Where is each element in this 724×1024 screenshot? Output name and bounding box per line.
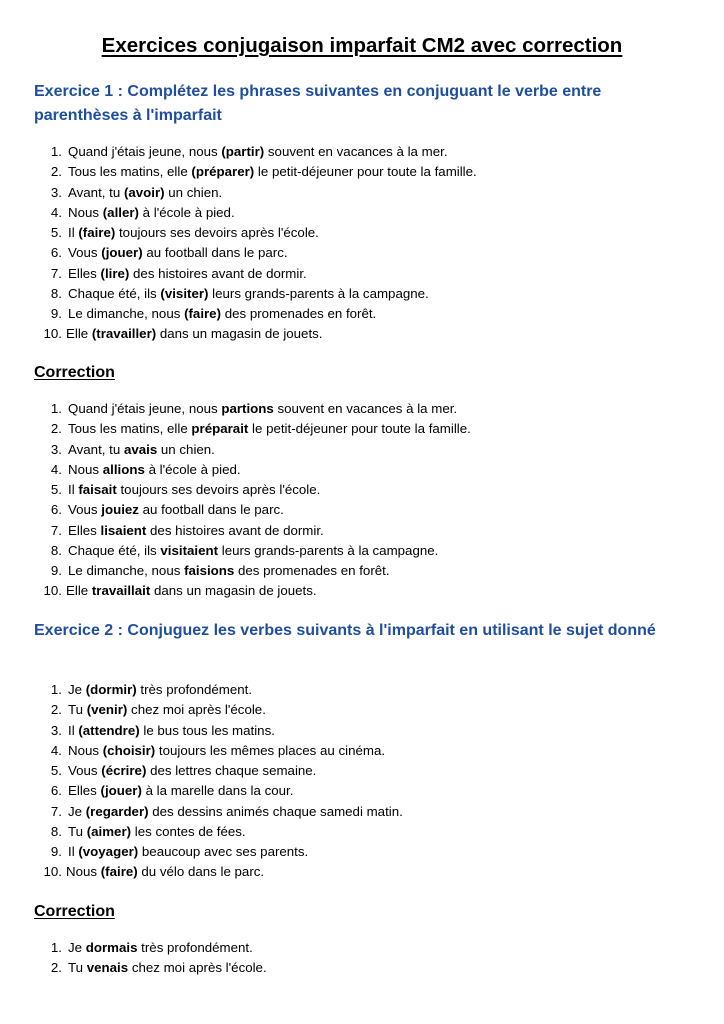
item-number: 4. (50, 742, 62, 758)
sentence-end: le petit-déjeuner pour toute la famille. (248, 421, 471, 437)
item-sentence (62, 264, 307, 284)
item-sentence (62, 781, 293, 801)
verb: partions (221, 401, 274, 416)
list-item (34, 500, 694, 520)
item-number: 2. (50, 960, 62, 976)
verb: venais (86, 960, 129, 976)
item-sentence (62, 521, 324, 541)
verb: (partir) (221, 144, 265, 159)
sentence-start: Le dimanche, nous (68, 306, 185, 321)
item-sentence (62, 324, 323, 344)
item-number: 4. (50, 204, 62, 220)
list-item (34, 460, 694, 480)
list-item (34, 822, 694, 842)
item-number: 2. (50, 164, 62, 180)
sentence-end: souvent en vacances à la mer. (264, 144, 448, 159)
sentence-end: toujours les mêmes places au cinéma. (155, 742, 386, 758)
item-sentence (62, 938, 253, 958)
verb: (jouer) (101, 245, 143, 261)
sentence-start: Quand j'étais jeune, nous (68, 144, 222, 159)
item-sentence (62, 581, 317, 601)
item-sentence (62, 203, 235, 223)
sentence-start: Tu (68, 960, 87, 976)
sentence-start: Vous (68, 763, 102, 778)
verb: (dormir) (85, 682, 137, 697)
item-number: 1. (50, 144, 62, 159)
item-sentence (62, 500, 284, 520)
verb: (regarder) (85, 803, 149, 819)
item-number: 8. (50, 823, 62, 839)
item-number: 5. (50, 763, 62, 778)
verb: jouiez (101, 502, 139, 518)
sentence-start: Il (68, 722, 79, 738)
item-number: 8. (50, 542, 62, 558)
sentence-end: des histoires avant de dormir. (129, 265, 307, 281)
list-item (34, 842, 694, 862)
sentence-start: Tu (68, 823, 87, 839)
item-sentence (62, 561, 390, 581)
sentence-end: des dessins animés chaque samedi matin. (148, 803, 403, 819)
sentence-start: Avant, tu (68, 441, 124, 457)
item-sentence (62, 440, 215, 460)
verb: (écrire) (101, 763, 147, 778)
sentence-start: Tous les matins, elle (68, 164, 192, 180)
sentence-end: un chien. (164, 184, 223, 200)
sentence-start: Tous les matins, elle (68, 421, 192, 437)
sentence-start: Il (68, 844, 79, 859)
list-item (34, 480, 694, 500)
exercise-2-heading: Exercice 2 : Conjuguez les verbes suivants à l'imparfait en utilisant le sujet donné (34, 622, 656, 639)
item-number: 1. (50, 682, 62, 697)
verb: (préparer) (191, 164, 255, 180)
sentence-end: à la marelle dans la cour. (141, 783, 294, 799)
list-item (34, 419, 694, 439)
item-number: 9. (50, 306, 62, 321)
item-sentence (62, 223, 319, 243)
item-number: 6. (50, 245, 62, 261)
item-sentence (62, 862, 264, 882)
sentence-start: Nous (66, 864, 101, 880)
list-item (34, 440, 694, 460)
item-sentence (62, 304, 376, 324)
item-sentence (62, 142, 448, 162)
verb: avais (123, 441, 158, 457)
verb: (avoir) (123, 184, 165, 200)
list-item (34, 938, 694, 958)
item-number: 10. (43, 864, 62, 880)
sentence-end: au football dans le parc. (138, 502, 284, 518)
item-sentence (62, 761, 316, 781)
list-item (34, 680, 694, 700)
correction-2-list (34, 938, 694, 979)
item-sentence (62, 822, 246, 842)
list-item (34, 700, 694, 720)
sentence-end: le petit-déjeuner pour toute la famille. (254, 164, 477, 180)
sentence-end: très profondément. (136, 682, 253, 697)
sentence-end: chez moi après l'école. (127, 702, 266, 718)
item-number: 3. (50, 441, 62, 457)
sentence-end: des promenades en forêt. (221, 306, 377, 321)
verb: (venir) (86, 702, 128, 718)
verb: travaillait (91, 583, 151, 599)
list-item (34, 581, 694, 601)
sentence-end: très profondément. (137, 940, 253, 955)
list-item (34, 223, 694, 243)
item-number: 8. (50, 285, 62, 301)
verb: faisait (78, 482, 117, 497)
sentence-end: à l'école à pied. (138, 204, 235, 220)
item-number: 7. (50, 803, 62, 819)
verb: (aller) (102, 204, 139, 220)
item-sentence (62, 183, 222, 203)
sentence-start: Je (68, 940, 86, 955)
sentence-end: au football dans le parc. (142, 245, 288, 261)
sentence-start: Elles (68, 783, 101, 799)
sentence-end: chez moi après l'école. (128, 960, 267, 976)
item-sentence (62, 958, 267, 978)
list-item (34, 802, 694, 822)
sentence-start: Nous (68, 461, 103, 477)
sentence-end: le bus tous les matins. (139, 722, 275, 738)
sentence-end: dans un magasin de jouets. (156, 326, 323, 342)
sentence-end: beaucoup avec ses parents. (138, 844, 309, 859)
list-item (34, 284, 694, 304)
item-sentence (62, 480, 320, 500)
verb: dormais (85, 940, 138, 955)
item-number: 6. (50, 502, 62, 518)
item-sentence (62, 162, 477, 182)
list-item (34, 721, 694, 741)
list-item (34, 162, 694, 182)
verb: préparait (191, 421, 249, 437)
item-sentence (62, 741, 385, 761)
correction-1-heading: Correction (34, 364, 115, 381)
verb: (faire) (78, 225, 116, 240)
list-item (34, 243, 694, 263)
correction-1-list (34, 399, 694, 602)
item-number: 5. (50, 225, 62, 240)
sentence-start: Elle (66, 326, 92, 342)
item-sentence (62, 243, 288, 263)
item-number: 1. (50, 940, 62, 955)
item-number: 4. (50, 461, 62, 477)
exercise-1-list (34, 142, 694, 345)
verb: visitaient (160, 542, 219, 558)
list-item (34, 958, 694, 978)
verb: (faire) (100, 864, 138, 880)
sentence-end: des lettres chaque semaine. (146, 763, 317, 778)
sentence-end: toujours ses devoirs après l'école. (116, 482, 321, 497)
verb: (lire) (100, 265, 130, 281)
sentence-start: Le dimanche, nous (68, 563, 185, 578)
sentence-start: Je (68, 682, 86, 697)
sentence-start: Chaque été, ils (68, 542, 161, 558)
list-item (34, 781, 694, 801)
item-number: 7. (50, 522, 62, 538)
sentence-start: Nous (68, 742, 103, 758)
verb: allions (102, 461, 145, 477)
sentence-end: des promenades en forêt. (234, 563, 390, 578)
sentence-start: Elles (68, 522, 101, 538)
verb: (jouer) (100, 783, 142, 799)
verb: (choisir) (102, 742, 156, 758)
item-number: 1. (50, 401, 62, 416)
sentence-start: Nous (68, 204, 103, 220)
verb: (voyager) (78, 844, 139, 859)
list-item (34, 203, 694, 223)
list-item (34, 399, 694, 419)
list-item (34, 541, 694, 561)
list-item (34, 862, 694, 882)
item-number: 5. (50, 482, 62, 497)
item-number: 9. (50, 563, 62, 578)
item-number: 9. (50, 844, 62, 859)
list-item (34, 142, 694, 162)
item-number: 2. (50, 421, 62, 437)
sentence-start: Il (68, 482, 79, 497)
sentence-start: Avant, tu (68, 184, 124, 200)
sentence-start: Tu (68, 702, 87, 718)
sentence-end: leurs grands-parents à la campagne. (208, 285, 429, 301)
item-sentence (62, 721, 275, 741)
sentence-start: Vous (68, 245, 102, 261)
sentence-start: Elle (66, 583, 92, 599)
sentence-end: toujours ses devoirs après l'école. (115, 225, 319, 240)
exercise-2-list (34, 680, 694, 883)
sentence-start: Elles (68, 265, 101, 281)
sentence-start: Chaque été, ils (68, 285, 161, 301)
list-item (34, 561, 694, 581)
item-number: 3. (50, 184, 62, 200)
item-number: 10. (43, 326, 62, 342)
item-number: 2. (50, 702, 62, 718)
sentence-end: les contes de fées. (131, 823, 246, 839)
item-sentence (62, 700, 266, 720)
verb: (faire) (184, 306, 222, 321)
item-sentence (62, 419, 471, 439)
list-item (34, 183, 694, 203)
item-sentence (62, 460, 241, 480)
sentence-start: Vous (68, 502, 102, 518)
item-number: 10. (43, 583, 62, 599)
sentence-end: souvent en vacances à la mer. (273, 401, 458, 416)
list-item (34, 324, 694, 344)
correction-2-heading: Correction (34, 903, 115, 920)
sentence-end: un chien. (157, 441, 215, 457)
exercise-1-heading: Exercice 1 : Complétez les phrases suivantes en conjuguant le verbe entre parenthèses à l'imparfait (34, 83, 602, 124)
list-item (34, 761, 694, 781)
item-sentence (62, 802, 403, 822)
verb: faisions (184, 563, 235, 578)
sentence-end: leurs grands-parents à la campagne. (218, 542, 439, 558)
item-sentence (62, 842, 308, 862)
item-sentence (62, 541, 438, 561)
item-number: 3. (50, 722, 62, 738)
sentence-start: Je (68, 803, 86, 819)
verb: (visiter) (160, 285, 209, 301)
list-item (34, 304, 694, 324)
item-sentence (62, 680, 252, 700)
sentence-end: à l'école à pied. (144, 461, 241, 477)
sentence-end: du vélo dans le parc. (137, 864, 265, 880)
sentence-start: Il (68, 225, 79, 240)
verb: (aimer) (86, 823, 132, 839)
sentence-end: des histoires avant de dormir. (146, 522, 324, 538)
list-item (34, 741, 694, 761)
sentence-start: Quand j'étais jeune, nous (68, 401, 222, 416)
sentence-end: dans un magasin de jouets. (150, 583, 317, 599)
item-sentence (62, 399, 457, 419)
list-item (34, 264, 694, 284)
document-title: Exercices conjugaison imparfait CM2 avec correction (101, 34, 623, 57)
verb: (attendre) (78, 722, 140, 738)
list-item (34, 521, 694, 541)
item-number: 7. (50, 265, 62, 281)
verb: (travailler) (91, 326, 157, 342)
verb: lisaient (100, 522, 147, 538)
item-sentence (62, 284, 429, 304)
item-number: 6. (50, 783, 62, 799)
